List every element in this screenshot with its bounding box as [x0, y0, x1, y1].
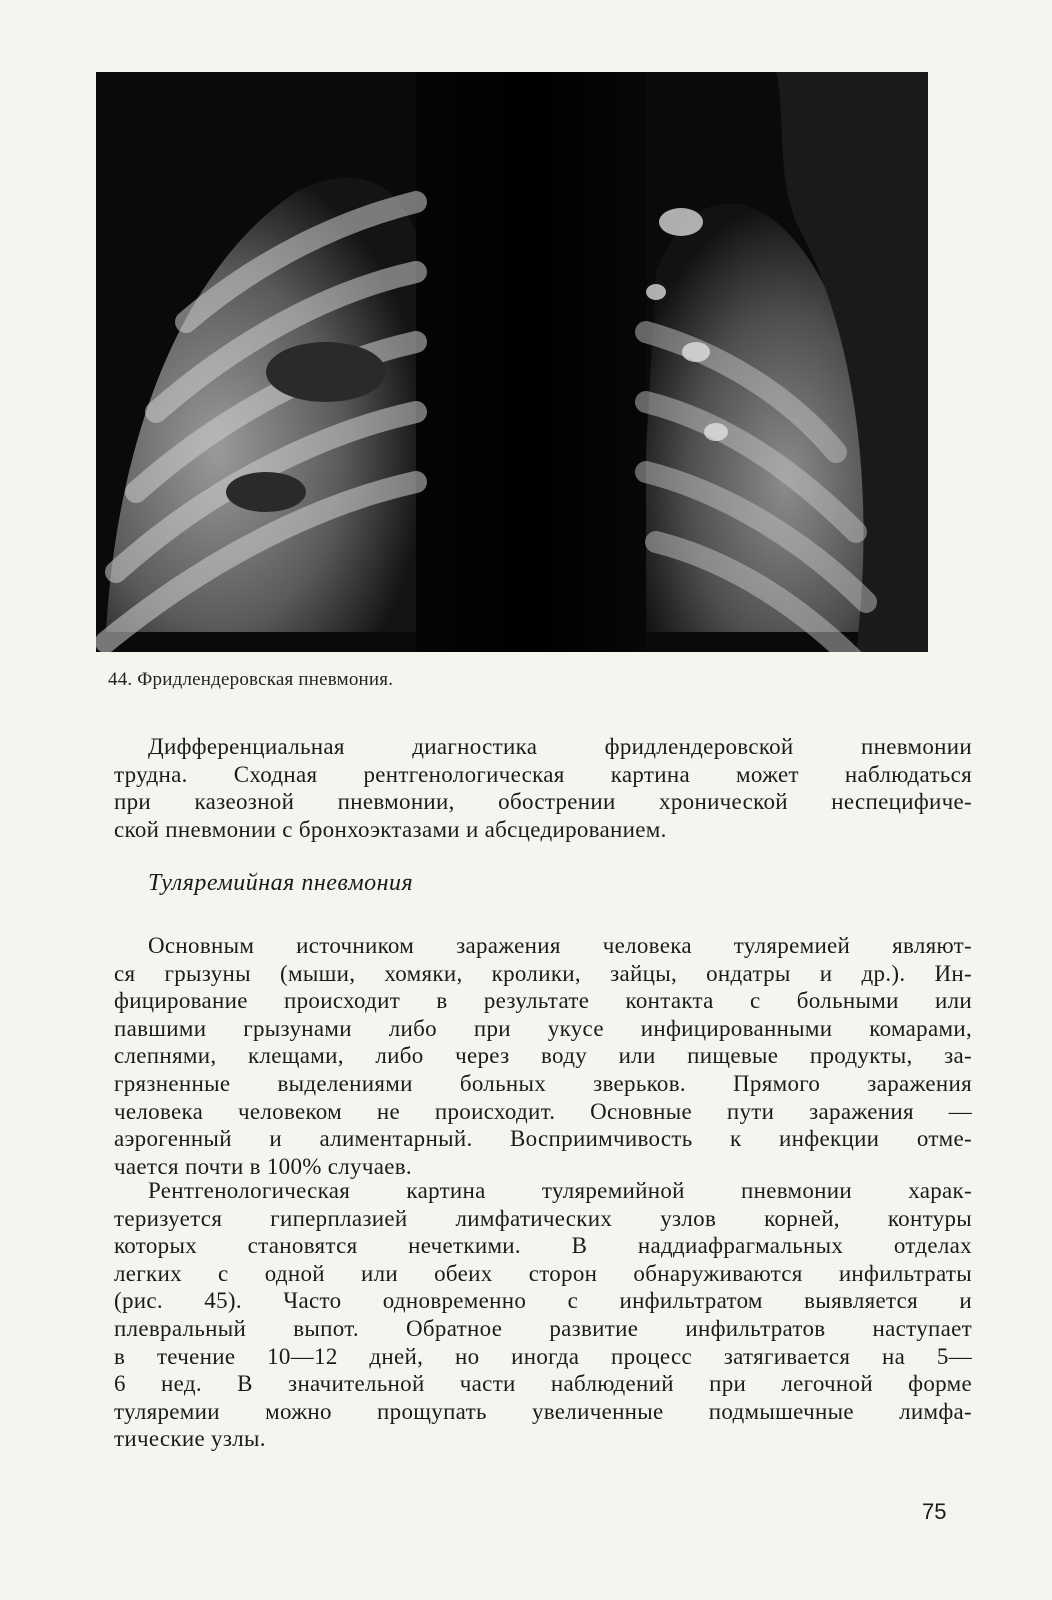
- paragraph-infection-sources: [114, 932, 972, 1180]
- text-line: плевральный выпот. Обратное развитие инфильтратов наступает: [114, 1315, 972, 1341]
- page-number: 75: [922, 1499, 947, 1524]
- text-line: ской пневмонии с бронхоэктазами и абсцедированием.: [114, 816, 667, 842]
- text-line: павшими грызунами либо при укусе инфицированными комарами,: [114, 1015, 972, 1041]
- figure-caption: 44. Фридлендеровская пневмония.: [108, 669, 394, 690]
- text-line: 6 нед. В значительной части наблюдений при легочной форме: [114, 1371, 972, 1397]
- text-line: которых становятся нечеткими. В наддиафрагмальных отделах: [114, 1233, 972, 1259]
- text-line: легких с одной или обеих сторон обнаруживаются инфильтраты: [114, 1260, 972, 1286]
- text-line: в течение 10—12 дней, но иногда процесс затягивается на 5—: [114, 1343, 972, 1369]
- text-line: чается почти в 100% случаев.: [114, 1153, 412, 1179]
- section-heading: Туляремийная пневмония: [148, 870, 414, 896]
- paragraph-differential-diagnosis: [114, 733, 972, 843]
- text-line: туляремии можно прощупать увеличенные подмышечные лимфа-: [114, 1398, 972, 1424]
- text-line: трудна. Сходная рентгенологическая картина может наблюдаться: [114, 761, 972, 787]
- text-line: Основным источником заражения человека туляремией являют-: [148, 933, 972, 958]
- text-line: человека человеком не происходит. Основные пути заражения —: [114, 1098, 972, 1124]
- text-line: тические узлы.: [114, 1426, 266, 1452]
- text-line: ся грызуны (мыши, хомяки, кролики, зайцы, ондатры и др.). Ин-: [114, 960, 972, 986]
- text-line: слепнями, клещами, либо через воду или пищевые продукты, за-: [114, 1043, 972, 1069]
- paragraph-radiological-picture: [114, 1177, 972, 1453]
- chest-xray-image: [96, 72, 928, 652]
- text-line: аэрогенный и алиментарный. Восприимчивость к инфекции отме-: [114, 1126, 972, 1152]
- text-line: грязненные выделениями больных зверьков. Прямого заражения: [114, 1070, 972, 1096]
- text-line: (рис. 45). Часто одновременно с инфильтратом выявляется и: [114, 1288, 972, 1314]
- text-line: при казеозной пневмонии, обострении хронической неспецифиче-: [114, 789, 972, 815]
- text-line: Рентгенологическая картина туляремийной пневмонии харак-: [148, 1178, 972, 1203]
- text-line: теризуется гиперплазией лимфатических узлов корней, контуры: [114, 1205, 972, 1231]
- text-line: Дифференциальная диагностика фридлендеровской пневмонии: [148, 734, 972, 759]
- text-line: фицирование происходит в результате контакта с больными или: [114, 988, 972, 1014]
